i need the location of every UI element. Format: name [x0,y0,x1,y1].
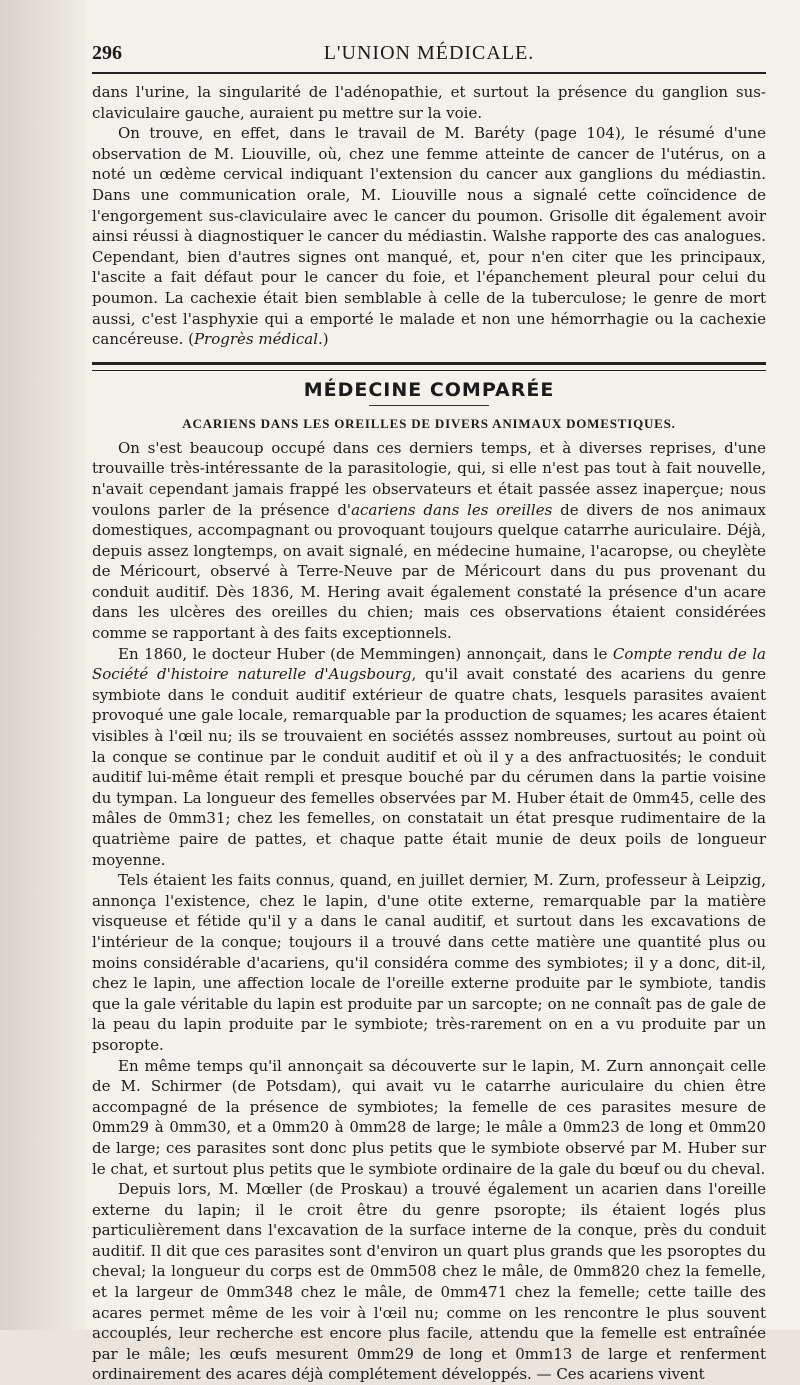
body-p1-italic: acariens dans les oreilles [351,500,553,519]
title-underline [369,405,489,406]
intro-p2-text: On trouve, en effet, dans le travail de M. Baréty (page 104), le résumé d'une observation de M. Liouville, où, chez une femme atteinte de cancer de l'utérus, on a noté un œdème cervical indiquant l'extension du cancer aux ganglions du médiastin. Dans une communication orale, M. Liouville nous a signalé cette coïncidence de l'engorgement sus-claviculaire avec le cancer du poumon. Grisolle dit également avoir ainsi réussi à diagnostiquer le cancer du médiastin. Walshe rapporte des cas analogues. Cependant, bien d'autres signes ont manqué, et, pour n'en citer que les principaux, l'ascite a fait défaut pour le cancer du foie, et l'épanchement pleural pour celui du poumon. La cachexie était bien semblable à celle de la tuberculose; le genre de mort aussi, c'est l'asphyxie qui a emporté le malade et non une hémorrhagie ou la cachexie cancéreuse. ( [92,124,766,349]
body-paragraph-5: Depuis lors, M. Mœller (de Proskau) a trouvé également un acarien dans l'oreille externe du lapin; il le croit être du genre psoropte; ils étaient logés plus particulièrement dans l'excavation de la surface interne de la conque, près du conduit auditif. Il dit que ces parasites sont d'environ un quart plus grands que les psoroptes du cheval; la longueur du corps est de 0mm508 chez le mâle, de 0mm820 chez la femelle, et la largeur de 0mm348 chez le mâle, de 0mm471 chez la femelle; cette taille des acares permet même de les voir à l'œil nu; comme on les rencontre le plus souvent accouplés, leur recherche est encore plus facile, attendu que la femelle est entraînée par le mâle; les œufs mesurent 0mm29 de long et 0mm13 de large et renferment ordinairement des acares déjà complétement développés. — Ces acariens vivent [92,1180,766,1384]
body-paragraph-1 [92,438,766,644]
body-p2-italic: Compte rendu de la Société d'histoire naturelle d'Augsbourg [92,644,766,684]
body-p1-text-a: On s'est beaucoup occupé dans ces derniers temps, et à diverses reprises, d'une trouvaille très-intéressante de la parasitologie, qui, si elle n'est pas tout à fait nouvelle, n'avait cependant jamais frappé les observateurs et était passée assez inaperçue; nous voulons parler de la présence d' [92,438,766,519]
body-paragraph-4: En même temps qu'il annonçait sa découverte sur le lapin, M. Zurn annonçait celle de M. Schirmer (de Potsdam), qui avait vu le catarrhe auriculaire du chien être accompagné de la présence de symbiotes; la femelle de ces parasites mesure de 0mm29 à 0mm30, et a 0mm20 à 0mm28 de large; le mâle a 0mm23 de long et 0mm20 de large; ces parasites sont donc plus petits que le symbiote observé par M. Huber sur le chat, et surtout plus petits que le symbiote ordinaire de la gale du bœuf ou du cheval. [92,1056,766,1178]
body-p1-text-b: de divers de nos animaux domestiques, accompagnant ou provoquant toujours quelque catarrhe auriculaire. Déjà, depuis assez longtemps, on avait signalé, en médecine humaine, l'acaropse, ou cheylète de Méricourt, observé à Terre-Neuve par de Méricourt dans du pus provenant du conduit auditif. Dès 1836, M. Hering avait également constaté la présence d'un acare dans les ulcères des oreilles du chien; mais ces observations étaient considérées comme se rapportant à des faits exceptionnels. [92,500,766,643]
intro-paragraph-1: dans l'urine, la singularité de l'adénopathie, et surtout la présence du ganglion sus-claviculaire gauche, auraient pu mettre sur la voie. [92,83,766,122]
body-p2-text-a: En 1860, le docteur Huber (de Memmingen) annonçait, dans le [118,644,613,663]
intro-p2-close: ) [322,330,329,349]
section-divider [92,362,766,371]
journal-title: L'UNION MÉDICALE. [323,42,535,64]
page-number: 296 [92,42,122,64]
body-p2-text-b: , qu'il avait constaté des acariens du genre symbiote dans le conduit auditif extérieur de quatre chats, lesquels parasites avaient provoqué une gale locale, remarquable par la production de squames; les acares étaient visibles à l'œil nu; ils se trouvaient en sociétés asssez nombreuses, surtout au point où la conque se continue par le conduit auditif et où il y a des anfractuosités; le conduit auditif lui-même était rempli et presque bouché par du cérumen dans la partie voisine du tympan. La longueur des femelles observées par M. Huber était de 0mm45, celle des mâles de 0mm31; chez les femelles, on constatait un état presque rudimentaire de la quatrième paire de pattes, et chaque patte était munie de deux poils de longueur moyenne. [92,665,766,869]
facing-page-bleed [0,0,86,1330]
section-title: MÉDECINE COMPARÉE [303,378,555,401]
article-text [92,82,766,1385]
article-subtitle: ACARIENS DANS LES OREILLES DE DIVERS ANIMAUX DOMESTIQUES. [182,415,676,431]
body-paragraph-3: Tels étaient les faits connus, quand, en juillet dernier, M. Zurn, professeur à Leipzig, annonça l'existence, chez le lapin, d'une otite externe, remarquable par la matière visqueuse et fétide qu'il y a dans le canal auditif, et surtout dans les excavations de l'intérieur de la conque; toujours il a trouvé dans cette matière une quantité plus ou moins considérable d'acariens, qu'il considéra comme des symbiotes; il y a donc, dit-il, chez le lapin, une affection locale de l'oreille externe produite par le symbiote, tandis que la gale véritable du lapin est produite par un sarcopte; on ne connaît pas de gale de la peau du lapin produite par le symbiote; très-rarement on en a vu produite par un psoropte. [92,871,766,1054]
running-header [92,42,766,74]
source-citation: Progrès médical. [193,330,323,349]
body-paragraph-2 [92,644,766,871]
intro-paragraph-2 [92,123,766,350]
